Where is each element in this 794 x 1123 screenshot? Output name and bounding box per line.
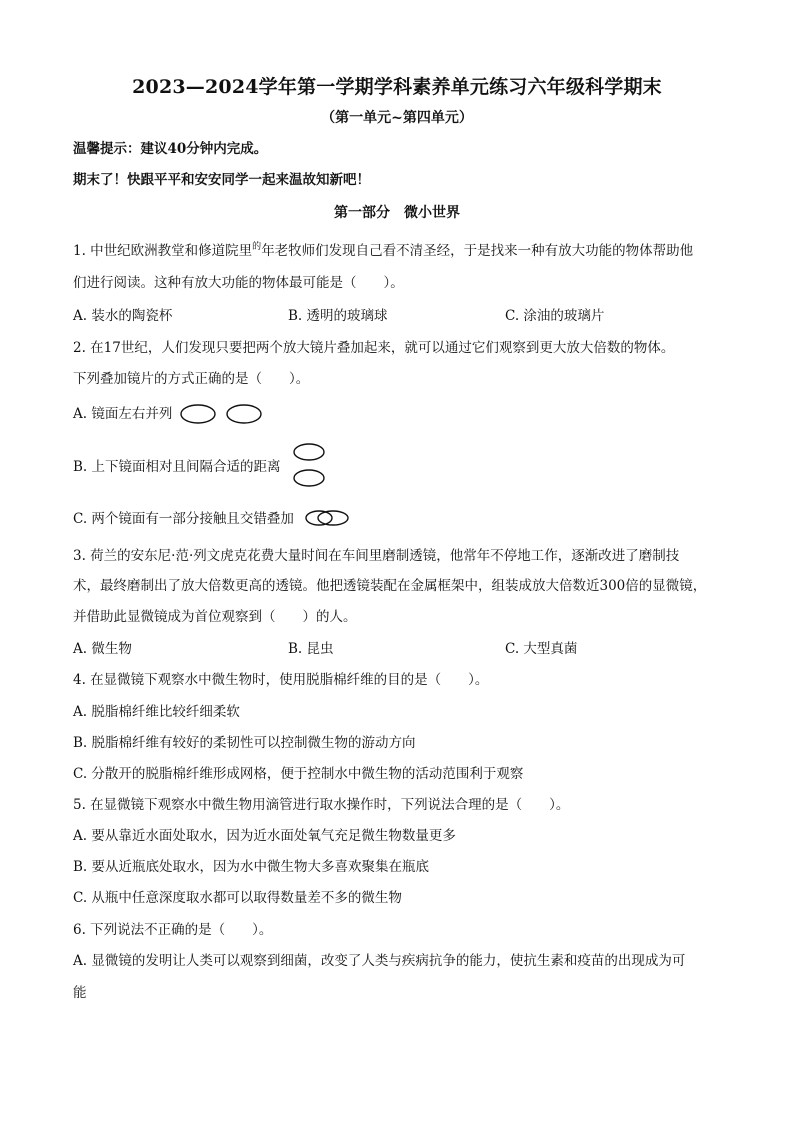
question-6-line-1: 6. 下列说法不正确的是（ ）。 (73, 922, 273, 938)
question-4-option-c[interactable]: C. 分散开的脱脂棉纤维形成网格，便于控制水中微生物的活动范围利于观察 (73, 766, 524, 782)
question-6-option-a-continued: 能 (73, 985, 87, 1001)
page-title: 2023—2024学年第一学期学科素养单元练习六年级科学期末 (132, 76, 662, 98)
question-2-option-c[interactable]: C. 两个镜面有一部分接触且交错叠加 (73, 511, 294, 527)
question-5-option-b[interactable]: B. 要从近瓶底处取水，因为水中微生物大多喜欢聚集在瓶底 (73, 859, 430, 875)
question-3-line-3: 并借助此显微镜成为首位观察到（ ）的人。 (73, 609, 357, 625)
side-by-side-lenses-icon (180, 403, 266, 425)
question-3-option-c[interactable]: C. 大型真菌 (505, 641, 578, 657)
question-6-option-a[interactable]: A. 显微镜的发明让人类可以观察到细菌，改变了人类与疾病抗争的能力，使抗生素和疫苗的出现成为可 (73, 953, 686, 969)
section-title: 第一部分 微小世界 (334, 205, 460, 221)
page-subtitle: （第一单元~第四单元） (321, 110, 473, 126)
intro-text: 期末了！快跟平平和安安同学一起来温故知新吧！ (73, 172, 370, 188)
question-4-option-b[interactable]: B. 脱脂棉纤维有较好的柔韧性可以控制微生物的游动方向 (73, 735, 416, 751)
question-3-option-a[interactable]: A. 微生物 (73, 641, 132, 657)
stacked-lenses-icon (292, 441, 328, 489)
question-1-superscript: 的 (252, 242, 262, 252)
question-5-line-1: 5. 在显微镜下观察水中微生物用滴管进行取水操作时，下列说法合理的是（ ）。 (73, 797, 570, 813)
question-2-line-2: 下列叠加镜片的方式正确的是（ ）。 (73, 371, 310, 387)
question-2-option-a[interactable]: A. 镜面左右并列 (73, 406, 173, 422)
question-3-line-1: 3. 荷兰的安东尼·范·列文虎克花费大量时间在车间里磨制透镜，他常年不停地工作，逐渐改进了磨制技 (73, 548, 680, 564)
question-2-line-1: 2. 在17世纪，人们发现只要把两个放大镜片叠加起来，就可以通过它们观察到更大放大倍数的物体。 (73, 340, 675, 356)
question-1-line-1: 1. 中世纪欧洲教堂和修道院里$^的$年老牧师们发现自己看不清圣经，于是找来一种有放大功能的物体帮助他 (73, 242, 694, 259)
question-1-option-a[interactable]: A. 装水的陶瓷杯 (73, 308, 173, 324)
overlapping-lenses-icon (303, 509, 351, 529)
question-1-option-c[interactable]: C. 涂油的玻璃片 (505, 308, 605, 324)
question-1-option-b[interactable]: B. 透明的玻璃球 (288, 308, 388, 324)
question-1-line-2: 们进行阅读。这种有放大功能的物体最可能是（ ）。 (73, 275, 404, 291)
question-2-option-b[interactable]: B. 上下镜面相对且间隔合适的距离 (73, 459, 281, 475)
question-4-line-1: 4. 在显微镜下观察水中微生物时，使用脱脂棉纤维的目的是（ ）。 (73, 672, 489, 688)
question-3-option-b[interactable]: B. 昆虫 (288, 641, 334, 657)
question-5-option-a[interactable]: A. 要从靠近水面处取水，因为近水面处氧气充足微生物数量更多 (73, 828, 456, 844)
question-4-option-a[interactable]: A. 脱脂棉纤维比较纤细柔软 (73, 704, 240, 720)
question-5-option-c[interactable]: C. 从瓶中任意深度取水都可以取得数量差不多的微生物 (73, 890, 402, 906)
tip-text: 温馨提示：建议40分钟内完成。 (73, 141, 268, 157)
question-3-line-2: 术，最终磨制出了放大倍数更高的透镜。他把透镜装配在金属框架中，组装成放大倍数近300倍的显微镜， (73, 578, 707, 594)
